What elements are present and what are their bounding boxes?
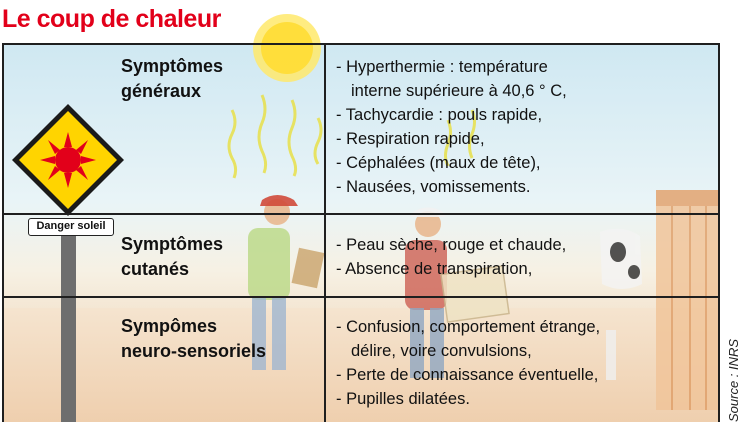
list-item: - Respiration rapide,: [336, 130, 485, 148]
table-border-left: [2, 43, 4, 422]
row-label-general: [121, 54, 223, 104]
list-item: - Absence de transpiration,: [336, 260, 533, 278]
label-line: Sympômes: [121, 316, 218, 336]
list-item: - Peau sèche, rouge et chaude,: [336, 236, 567, 254]
table-border-right: [718, 43, 720, 422]
list-item: - Confusion, comportement étrange,: [336, 318, 601, 336]
sign-post: [61, 218, 76, 422]
list-item: - Perte de connaissance éventuelle,: [336, 366, 599, 384]
list-item: délire, voire convulsions,: [351, 342, 532, 360]
label-line: neuro-sensoriels: [121, 341, 267, 361]
label-line: Symptômes: [121, 234, 224, 254]
table-column-divider: [324, 43, 326, 422]
row-label-cutaneous: [121, 232, 223, 282]
list-item: - Tachycardie : pouls rapide,: [336, 106, 543, 124]
row-label-neuro-sensory: [121, 314, 266, 364]
source-credit: Source : INRS: [726, 338, 741, 422]
label-line: Symptômes: [121, 56, 224, 76]
list-item: - Nausées, vomissements.: [336, 178, 531, 196]
label-line: cutanés: [121, 259, 190, 279]
table-row-divider-1: [2, 213, 720, 215]
list-item: interne supérieure à 40,6 ° C,: [351, 82, 567, 100]
label-line: généraux: [121, 81, 202, 101]
page-title: Le coup de chaleur: [2, 5, 221, 33]
danger-sign-label: Danger soleil: [28, 218, 114, 236]
table-row-divider-2: [2, 296, 720, 298]
list-item: - Céphalées (maux de tête),: [336, 154, 541, 172]
list-item: - Pupilles dilatées.: [336, 390, 470, 408]
symptom-list-neuro-sensory: [336, 315, 600, 411]
sun-burst-icon: [40, 132, 96, 188]
table-border-top: [2, 43, 720, 45]
symptom-list-general: [336, 55, 567, 199]
symptom-list-cutaneous: [336, 233, 566, 281]
list-item: - Hyperthermie : température: [336, 58, 548, 76]
